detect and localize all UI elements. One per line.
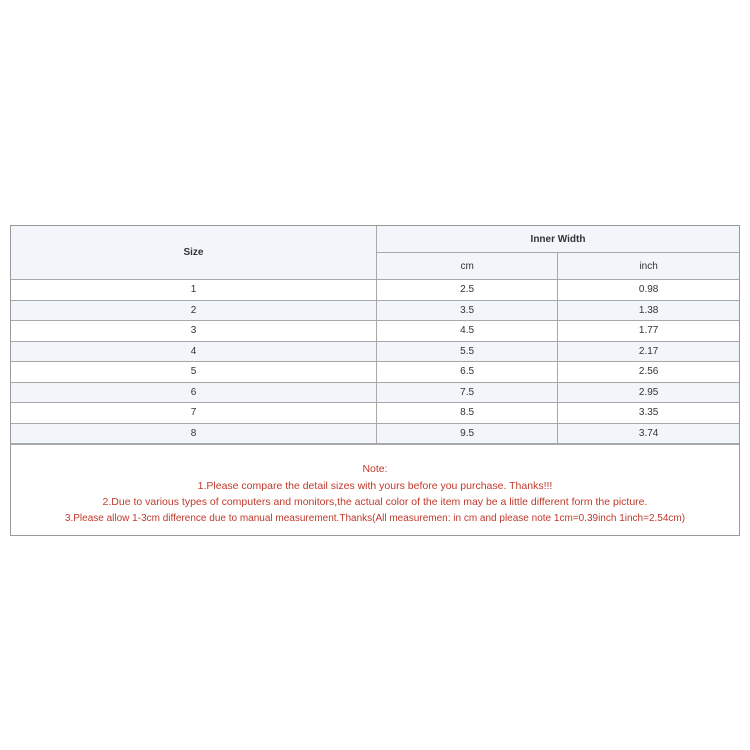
inner-width-header: Inner Width [377,226,740,253]
cm-column-header: cm [377,253,558,280]
size-cell: 3 [11,321,377,342]
note-line: 1.Please compare the detail sizes with yours before you purchase. Thanks!!! [197,479,553,492]
size-table [11,226,739,444]
cm-cell: 5.5 [377,341,558,362]
table-row [11,382,739,403]
inch-cell: 1.77 [558,321,739,342]
note-line: 3.Please allow 1-3cm difference due to manual measurement.Thanks(All measuremen: in cm and please note 1cm=0.39inch 1inch=2.54cm) [64,512,686,524]
size-cell: 1 [11,280,377,301]
cm-cell: 4.5 [377,321,558,342]
size-cell: 6 [11,382,377,403]
table-row [11,280,739,301]
cm-cell: 2.5 [377,280,558,301]
cm-cell: 6.5 [377,362,558,383]
inch-cell: 0.98 [558,280,739,301]
table-row [11,341,739,362]
table-row [11,321,739,342]
size-cell: 8 [11,423,377,444]
size-chart [10,225,740,536]
inch-cell: 2.95 [558,382,739,403]
inch-cell: 3.35 [558,403,739,424]
inch-cell: 2.17 [558,341,739,362]
inch-cell: 3.74 [558,423,739,444]
cm-cell: 3.5 [377,300,558,321]
table-row [11,362,739,383]
note-title: Note: [362,463,388,475]
size-cell: 7 [11,403,377,424]
table-row [11,423,739,444]
note-line: 2.Due to various types of computers and monitors,the actual color of the item may be a little different form the picture. [102,496,648,508]
cm-cell: 7.5 [377,382,558,403]
size-cell: 4 [11,341,377,362]
size-cell: 5 [11,362,377,383]
cm-cell: 8.5 [377,403,558,424]
size-cell: 2 [11,300,377,321]
table-row [11,403,739,424]
inch-cell: 1.38 [558,300,739,321]
size-column-header: Size [11,226,377,280]
inch-cell: 2.56 [558,362,739,383]
cm-cell: 9.5 [377,423,558,444]
notes-section [11,444,739,535]
table-row [11,300,739,321]
inch-column-header: inch [558,253,739,280]
